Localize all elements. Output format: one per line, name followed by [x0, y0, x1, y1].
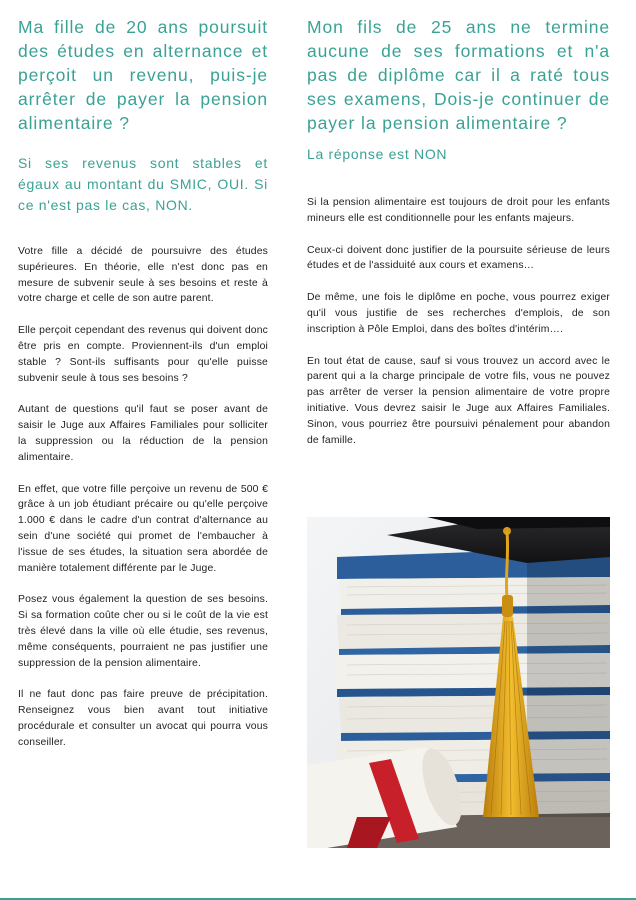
left-paragraph: En effet, que votre fille perçoive un revenu de 500 € grâce à un job étudiant précaire ou qu'elle perçoive 1.000 € dans le cadre d'un contrat d'alternance au sein d'une société qui promet de l'embaucher à l'issue de ses études, la situation sera abordée de manière totalement différente par le Juge.	[18, 483, 268, 574]
right-paragraph: En tout état de cause, sauf si vous trouvez un accord avec le parent qui a la charge principale de votre fils, vous ne pouvez pas arrêter de verser la pension alimentaire de votre propre initiative. Vous devrez saisir le Juge aux Affaires Familiales. Sinon, vous pourriez être poursuivi pénalement pour abandon de famille.	[307, 355, 610, 446]
graduation-books-photo	[307, 517, 610, 848]
left-paragraph: Autant de questions qu'il faut se poser avant de saisir le Juge aux Affaires Familiales pour solliciter la suppression ou la réduction de la pension alimentaire.	[18, 404, 268, 463]
left-paragraph: Posez vous également la question de ses besoins. Si sa formation coûte cher ou si le coût de la vie est très élevé dans la ville où elle étudie, ses revenus, même conséquents, pourraient ne pas justifier une suppression de la pension alimentaire.	[18, 594, 268, 669]
left-paragraph: Il ne faut donc pas faire preuve de précipitation. Renseignez vous bien avant tout initiative procédurale et consulter un avocat qui pourra vous conseiller.	[18, 689, 268, 748]
right-paragraph: Si la pension alimentaire est toujours de droit pour les enfants mineurs elle est conditionnelle pour les enfants majeurs.	[307, 197, 610, 224]
graduation-books-illustration	[307, 517, 610, 848]
right-column	[307, 0, 610, 517]
right-body	[307, 195, 610, 464]
left-paragraph: Elle perçoit cependant des revenus qui doivent donc être pris en compte. Proviennent-ils d'un emploi stable ? Sont-ils suffisants pour qu'elle puisse subvenir seule à tous ses besoins ?	[18, 325, 268, 384]
right-paragraph: Ceux-ci doivent donc justifier de la poursuite sérieuse de leurs études et de l'assiduité aux cours et examens…	[307, 244, 610, 272]
left-body	[18, 244, 268, 751]
right-short-answer: La réponse est NON	[307, 146, 448, 162]
left-column	[18, 0, 268, 767]
left-paragraph: Votre fille a décidé de poursuivre des études supérieures. En théorie, elle n'est donc pas en mesure de subvenir seule à ses besoins et reste à votre charge et celle de son autre parent.	[18, 246, 268, 305]
left-question-heading: Ma fille de 20 ans poursuit des études en alternance et perçoit un revenu, puis-je arrêter de payer la pension alimentaire ?	[18, 17, 268, 133]
right-question-heading: Mon fils de 25 ans ne termine aucune de ses formations et n'a pas de diplôme car il a raté tous ses examens, Dois-je continuer de payer la pension alimentaire ?	[307, 17, 610, 133]
right-paragraph: De même, une fois le diplôme en poche, vous pourrez exiger qu'il vous justifie de ses recherches d'emplois, de son inscription à Pôle Emploi, dans des boîtes d'intérim….	[307, 292, 610, 335]
left-short-answer: Si ses revenus sont stables et égaux au montant du SMIC, OUI. Si ce n'est pas le cas, NON.	[18, 155, 268, 213]
